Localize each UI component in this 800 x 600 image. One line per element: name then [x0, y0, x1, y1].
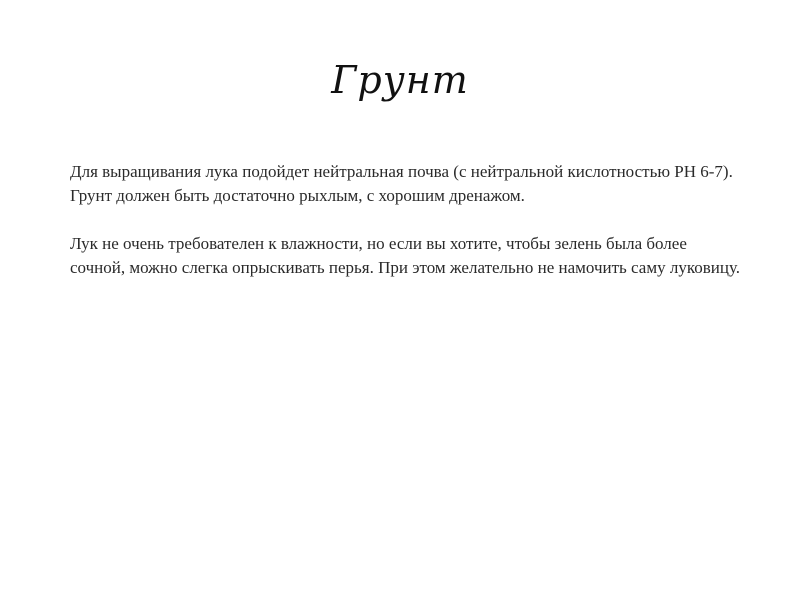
slide-title: Грунт — [331, 58, 469, 102]
paragraph-moisture: Лук не очень требователен к влажности, но если вы хотите, чтобы зелень была более сочной, можно слегка опрыскивать перья. При этом желательно не намочить саму луковицу. — [70, 234, 741, 277]
paragraph-soil: Для выращивания лука подойдет нейтральная почва (с нейтральной кислотностью PH 6-7). Грунт должен быть достаточно рыхлым, с хорошим дренажом. — [70, 162, 733, 205]
slide-content — [70, 160, 740, 304]
